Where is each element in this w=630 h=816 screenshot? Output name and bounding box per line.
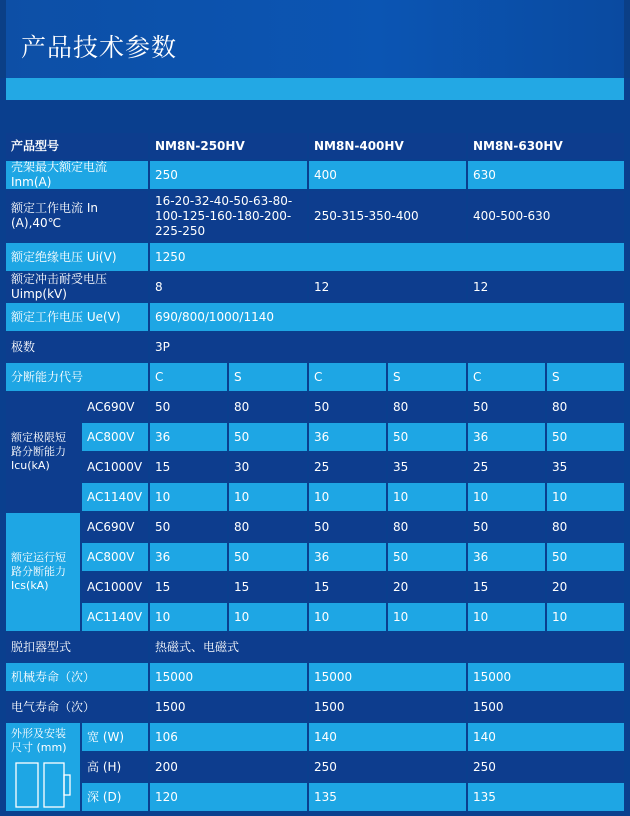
row-value: 15000 [468, 663, 624, 691]
dimension-value: 140 [468, 723, 624, 751]
header-edge-left [0, 0, 6, 78]
row-value: 8 [150, 273, 307, 301]
ics-value: 36 [468, 543, 545, 571]
row-value: 250 [150, 161, 307, 189]
icu-value: 10 [150, 483, 227, 511]
icu-value: 35 [388, 453, 466, 481]
icu-value: 10 [468, 483, 545, 511]
row-label: 额定绝缘电压 Ui(V) [6, 243, 148, 271]
ics-value: 50 [547, 543, 624, 571]
breaking-code: C [309, 363, 386, 391]
row-value: 15000 [150, 663, 307, 691]
ics-voltage: AC690V [82, 513, 148, 541]
ics-value: 10 [150, 603, 227, 631]
icu-value: 80 [229, 393, 307, 421]
icu-value: 10 [547, 483, 624, 511]
page-header [0, 0, 630, 78]
icu-group-label-line: 路分断能力 [11, 445, 66, 459]
ics-value: 10 [309, 603, 386, 631]
row-value: 12 [468, 273, 624, 301]
row-label: 脱扣器型式 [6, 633, 148, 661]
breaking-code: C [468, 363, 545, 391]
dimension-value: 250 [468, 753, 624, 781]
ics-value: 80 [229, 513, 307, 541]
ics-value: 15 [468, 573, 545, 601]
icu-value: 10 [229, 483, 307, 511]
dimensions-group-label [6, 723, 80, 811]
row-label: 电气寿命（次） [6, 693, 148, 721]
dimension-value: 140 [309, 723, 466, 751]
icu-voltage: AC1000V [82, 453, 148, 481]
icu-voltage: AC690V [82, 393, 148, 421]
header-edge-right [624, 0, 630, 78]
icu-value: 50 [229, 423, 307, 451]
row-label: 壳架最大额定电流 Inm(A) [6, 161, 148, 189]
row-label: 极数 [6, 333, 148, 361]
icu-value: 50 [468, 393, 545, 421]
icu-voltage: AC1140V [82, 483, 148, 511]
icu-value: 25 [468, 453, 545, 481]
dimension-label: 宽 (W) [82, 723, 148, 751]
ics-value: 15 [229, 573, 307, 601]
ics-value: 10 [388, 603, 466, 631]
ics-value: 10 [229, 603, 307, 631]
icu-value: 36 [309, 423, 386, 451]
icu-value: 50 [388, 423, 466, 451]
icu-value: 80 [388, 393, 466, 421]
icu-value: 50 [309, 393, 386, 421]
breaker-outline-icon [14, 761, 74, 809]
ics-group-label [6, 513, 80, 631]
dimension-value: 135 [309, 783, 466, 811]
dimension-value: 106 [150, 723, 307, 751]
ics-voltage: AC800V [82, 543, 148, 571]
ics-value: 10 [468, 603, 545, 631]
row-value: 1250 [150, 243, 624, 271]
ics-value: 15 [150, 573, 227, 601]
row-value: 630 [468, 161, 624, 189]
dimensions-label-line: 外形及安装 [11, 727, 66, 740]
dimension-value: 135 [468, 783, 624, 811]
row-label: 额定冲击耐受电压 Uimp(kV) [6, 273, 148, 301]
ics-group-label-line: 额定运行短 [11, 551, 66, 565]
dimension-value: 120 [150, 783, 307, 811]
row-label: 额定工作电压 Ue(V) [6, 303, 148, 331]
icu-value: 15 [150, 453, 227, 481]
row-value: 12 [309, 273, 466, 301]
ics-value: 50 [150, 513, 227, 541]
ics-value: 80 [388, 513, 466, 541]
row-value: 400 [309, 161, 466, 189]
ics-value: 50 [388, 543, 466, 571]
row-value: 热磁式、电磁式 [150, 633, 624, 661]
ics-value: 15 [309, 573, 386, 601]
page-title: 产品技术参数 [21, 33, 178, 62]
icu-value: 10 [309, 483, 386, 511]
breaking-code: C [150, 363, 227, 391]
icu-value: 50 [150, 393, 227, 421]
row-value: 400-500-630 [468, 191, 624, 241]
row-value: 3P [150, 333, 624, 361]
dimension-label: 高 (H) [82, 753, 148, 781]
ics-value: 50 [309, 513, 386, 541]
ics-value: 50 [229, 543, 307, 571]
ics-voltage: AC1000V [82, 573, 148, 601]
dimension-label: 深 (D) [82, 783, 148, 811]
dimensions-label-line: 尺寸 (mm) [11, 740, 67, 754]
ics-value: 10 [547, 603, 624, 631]
row-value-multiline-line: 16-20-32-40-50-63-80- [155, 193, 293, 208]
dimension-value: 250 [309, 753, 466, 781]
breaking-code: S [229, 363, 307, 391]
icu-value: 50 [547, 423, 624, 451]
row-value-multiline [150, 191, 307, 241]
icu-value: 10 [388, 483, 466, 511]
row-value-multiline-line: 225-250 [155, 223, 206, 238]
icu-value: 36 [468, 423, 545, 451]
row-value: 15000 [309, 663, 466, 691]
icu-value: 35 [547, 453, 624, 481]
ics-value: 36 [150, 543, 227, 571]
ics-value: 80 [547, 513, 624, 541]
ics-value: 20 [547, 573, 624, 601]
row-value: 1500 [309, 693, 466, 721]
row-value: 1500 [468, 693, 624, 721]
ics-value: 36 [309, 543, 386, 571]
ics-group-label-line: 路分断能力 [11, 565, 66, 579]
ics-value: 20 [388, 573, 466, 601]
icu-value: 36 [150, 423, 227, 451]
header-model: NM8N-250HV [150, 133, 307, 159]
row-label: 机械寿命（次） [6, 663, 148, 691]
ics-value: 50 [468, 513, 545, 541]
row-label: 分断能力代号 [6, 363, 148, 391]
row-value: 690/800/1000/1140 [150, 303, 624, 331]
row-label: 额定工作电流 In (A),40℃ [6, 191, 148, 241]
icu-group-label-line: 额定极限短 [11, 431, 66, 445]
row-value: 1500 [150, 693, 307, 721]
ics-group-label-line: Ics(kA) [11, 578, 49, 592]
header-model: NM8N-630HV [468, 133, 624, 159]
icu-value: 25 [309, 453, 386, 481]
header-accent-bar [6, 78, 624, 100]
icu-group-label [6, 393, 80, 511]
breaking-code: S [547, 363, 624, 391]
dimension-value: 200 [150, 753, 307, 781]
icu-value: 80 [547, 393, 624, 421]
icu-voltage: AC800V [82, 423, 148, 451]
breaking-code: S [388, 363, 466, 391]
header-label: 产品型号 [6, 133, 148, 159]
icu-group-label-line: Icu(kA) [11, 458, 50, 472]
row-value-multiline-line: 100-125-160-180-200- [155, 208, 292, 223]
ics-voltage: AC1140V [82, 603, 148, 631]
row-value: 250-315-350-400 [309, 191, 466, 241]
icu-value: 30 [229, 453, 307, 481]
header-model: NM8N-400HV [309, 133, 466, 159]
